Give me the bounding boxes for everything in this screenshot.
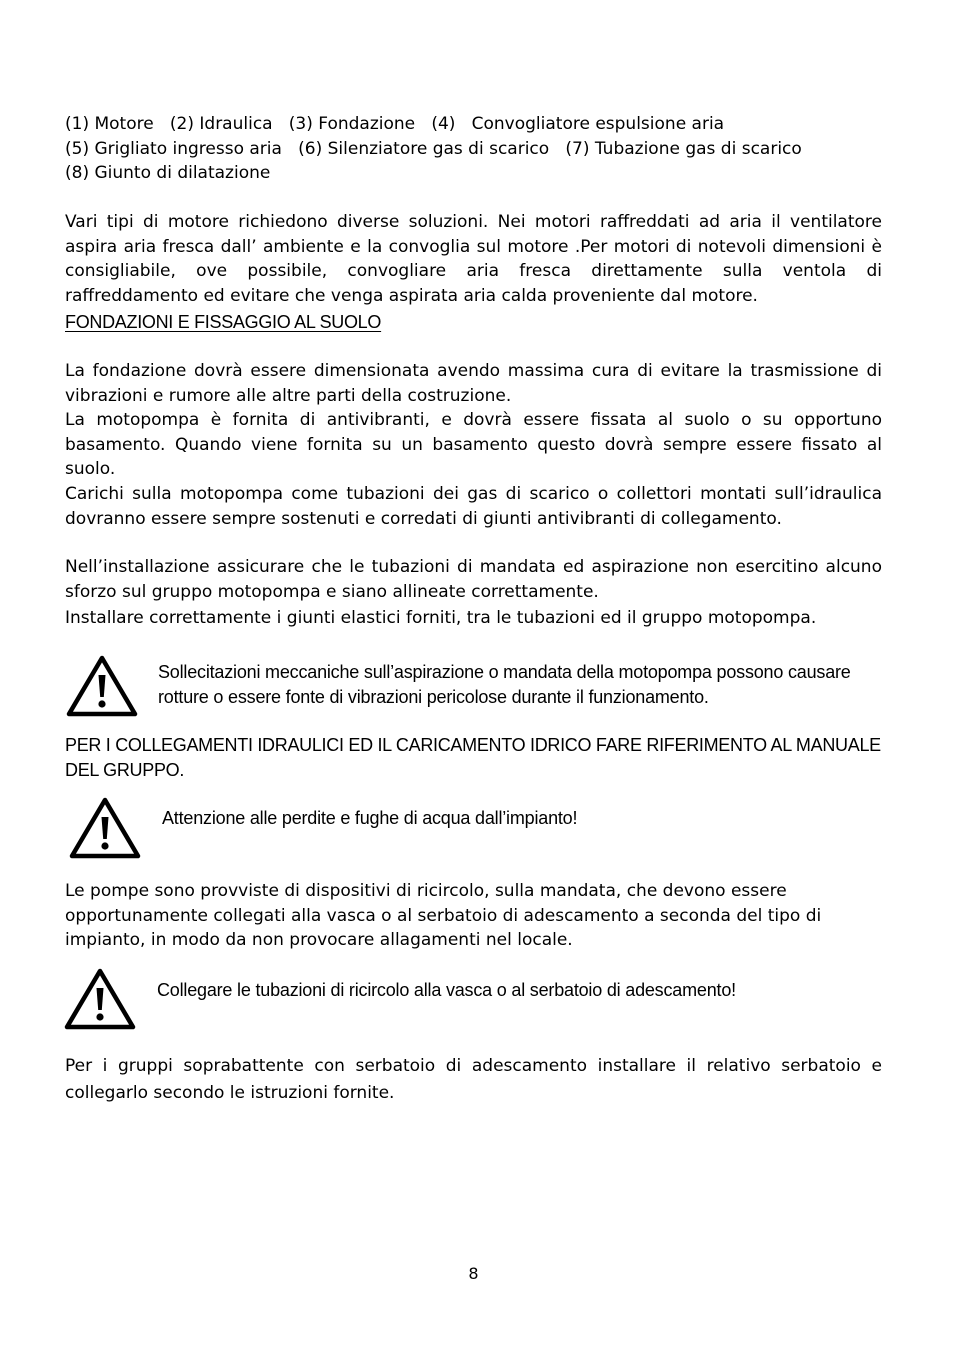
figure-legend bbox=[65, 112, 802, 186]
warning-recirculation: Collegare le tubazioni di ricircolo alla vasca o al serbatoio di adescamento! bbox=[157, 980, 736, 1000]
recirculation-paragraph: Le pompe sono provviste di dispositivi di ricircolo, sulla mandata, che devono essere opportunamente collegati alla vasca o al serbatoio di adescamento a seconda del tipo di impianto, in modo da non provocare allagamenti nel locale. bbox=[65, 881, 822, 950]
legend-line: (1) Motore (2) Idraulica (3) Fondazione (4) Convogliatore espulsione aria bbox=[65, 114, 725, 134]
legend-line: (8) Giunto di dilatazione bbox=[65, 163, 271, 183]
foundation-paragraph: La motopompa è fornita di antivibranti, e dovrà essere fissata al suolo o su opportuno basamento. Quando viene fornita su un basamento questo dovrà sempre essere fissato al suolo. bbox=[65, 410, 882, 479]
warning-mechanical-stress: Sollecitazioni meccaniche sull’aspirazione o mandata della motopompa possono causare rotture o essere fonte di vibrazioni pericolose durante il funzionamento. bbox=[158, 662, 851, 707]
warning-water-leaks: Attenzione alle perdite e fughe di acqua dall’impianto! bbox=[162, 808, 578, 828]
installation-paragraph: Installare correttamente i giunti elastici forniti, tra le tubazioni ed il gruppo motopompa. bbox=[65, 608, 817, 628]
legend-line: (5) Grigliato ingresso aria (6) Silenziatore gas di scarico (7) Tubazione gas di scarico bbox=[65, 138, 802, 159]
section-heading: FONDAZIONI E FISSAGGIO AL SUOLO bbox=[65, 312, 382, 332]
warning-triangle-icon bbox=[69, 797, 141, 859]
installation-paragraph: Nell’installazione assicurare che le tubazioni di mandata ed aspirazione non esercitino alcuno sforzo sul gruppo motopompa e siano allineate correttamente. bbox=[65, 557, 882, 602]
foundation-paragraph: Carichi sulla motopompa come tubazioni dei gas di scarico o collettori montati sull’idraulica dovranno essere sempre sostenuti e corredati di giunti antivibranti di collegamento. bbox=[65, 484, 882, 529]
warning-triangle-icon bbox=[64, 968, 136, 1030]
intro-paragraph: Vari tipi di motore richiedono diverse soluzioni. Nei motori raffreddati ad aria il ventilatore aspira aria fresca dall’ ambiente e la convoglia sul motore .Per motori di notevoli dimensioni è consigliabile, ove possibile, convogliare aria fresca direttamente sulla ventola di raffreddamento ed evitare che venga aspirata aria calda proveniente dal motore. bbox=[65, 212, 882, 306]
final-paragraph: Per i gruppi soprabattente con serbatoio di adescamento installare il relativo serbatoio e collegarlo secondo le istruzioni fornite. bbox=[65, 1056, 882, 1103]
hydraulic-note: PER I COLLEGAMENTI IDRAULICI ED IL CARICAMENTO IDRICO FARE RIFERIMENTO AL MANUALE DEL GRUPPO. bbox=[65, 735, 881, 780]
warning-triangle-icon bbox=[66, 655, 138, 717]
foundation-paragraph: La fondazione dovrà essere dimensionata avendo massima cura di evitare la trasmissione di vibrazioni e rumore alle altre parti della costruzione. bbox=[65, 361, 882, 406]
page-number: 8 bbox=[468, 1264, 479, 1283]
